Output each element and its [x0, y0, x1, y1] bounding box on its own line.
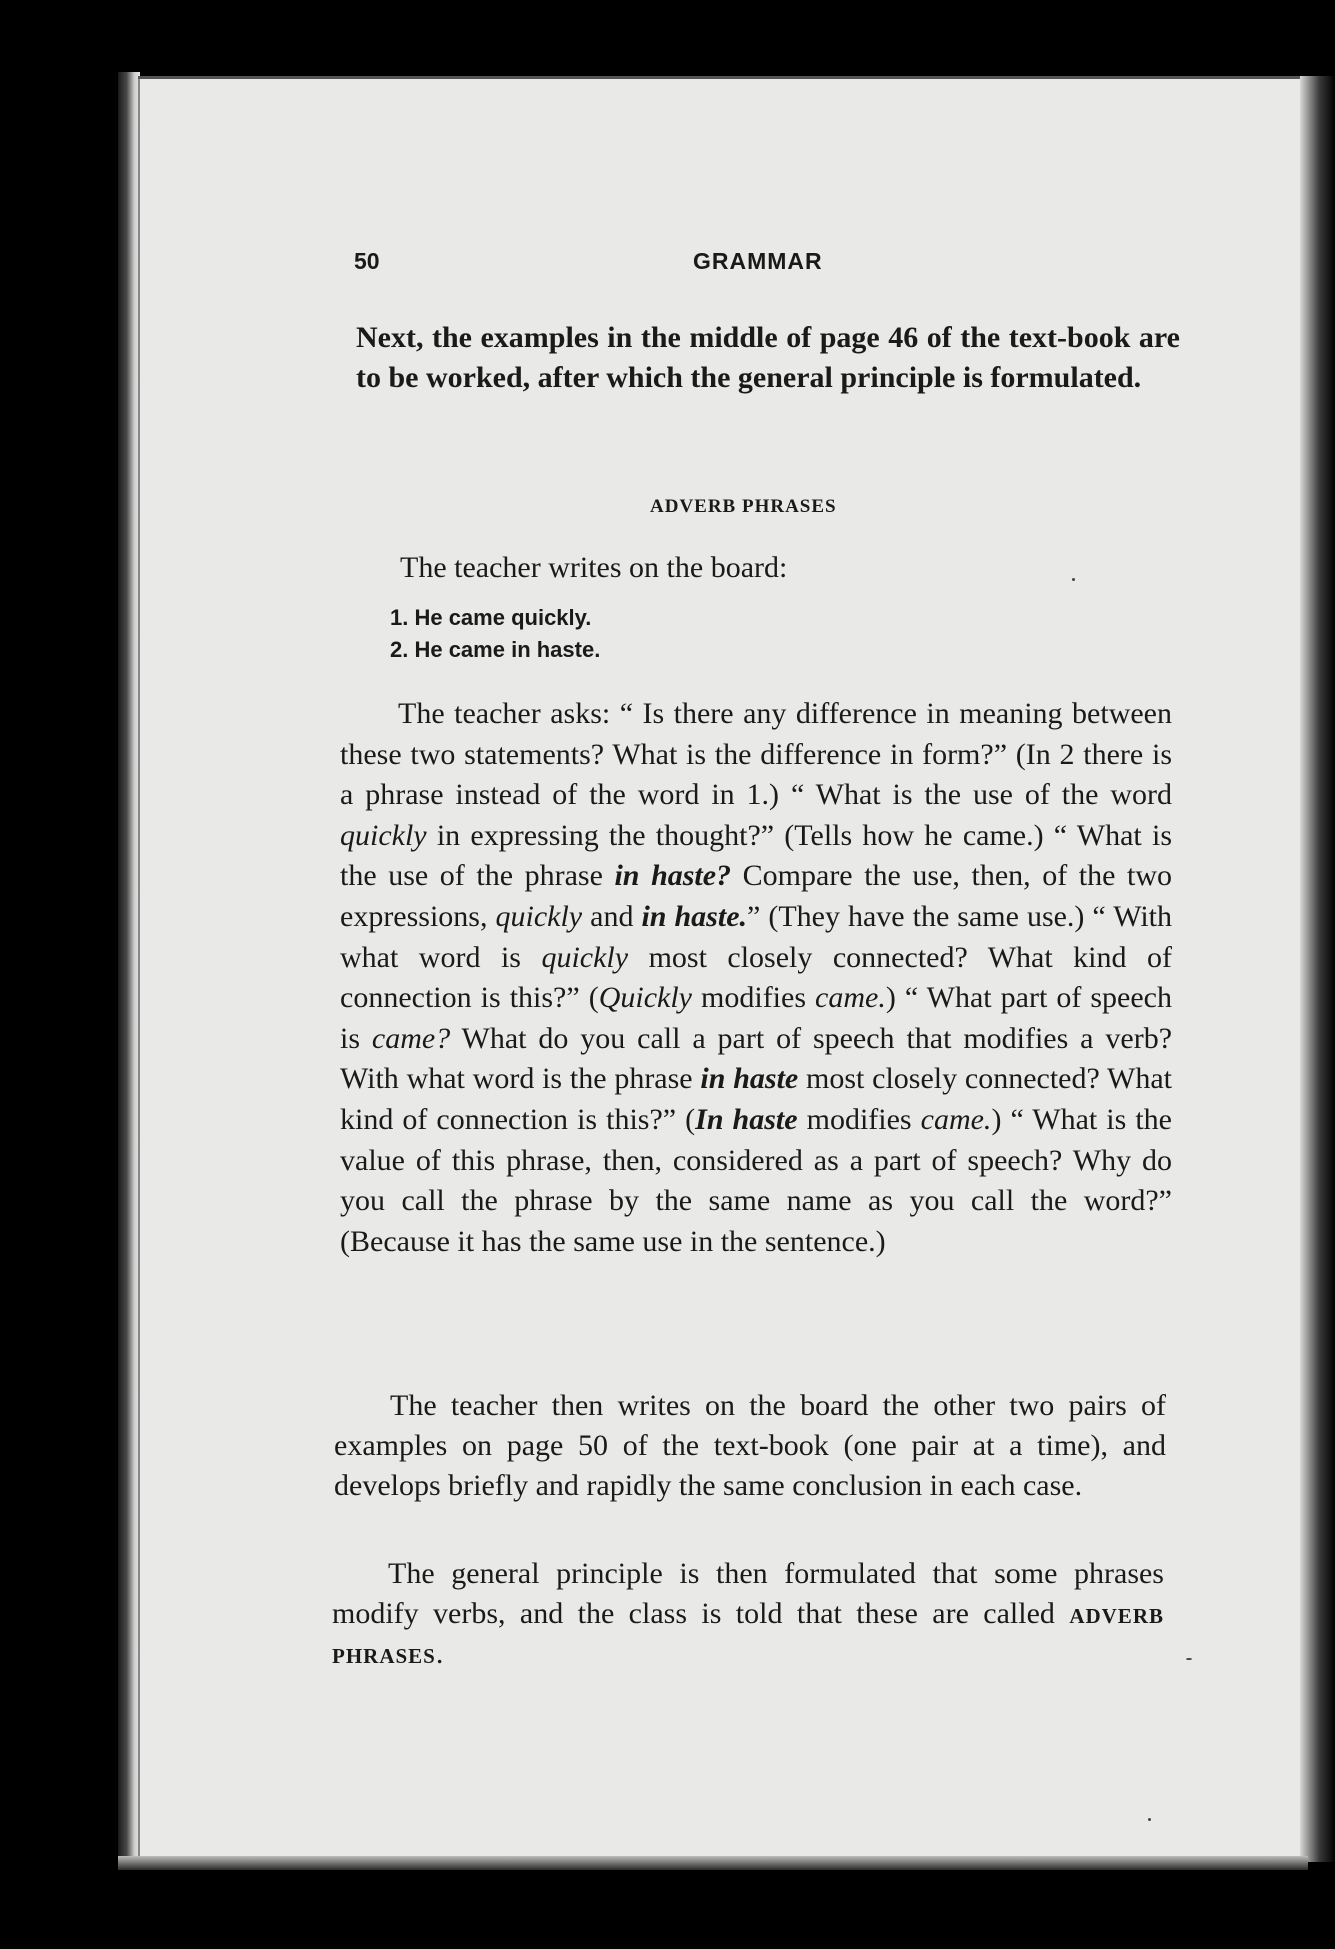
italic-term: quickly	[495, 899, 583, 933]
section-heading: ADVERB PHRASES	[650, 496, 837, 517]
conclusion-paragraph	[332, 1554, 1164, 1674]
dialogue-text: and	[582, 899, 642, 933]
italic-term: quickly	[340, 818, 427, 852]
dialogue-text: ” (They have the same use.) “ With what word is	[340, 899, 1173, 974]
scan-speck	[1148, 1818, 1151, 1821]
italic-term: in haste.	[641, 899, 748, 933]
italic-term: came?	[371, 1021, 451, 1055]
page-bottom-edge	[118, 1856, 1308, 1870]
intro-paragraph: Next, the examples in the middle of page 46 of the text-book are to be worked, after which the general principle is formulated.	[356, 321, 1180, 394]
scan-speck	[1072, 578, 1075, 581]
italic-term: came.	[815, 981, 886, 1015]
dialogue-text: ) “ What is the value of this phrase, then, considered as a part of speech? Why do you call the phrase by the same name as you call the word?” (Because it has the same use in the sentence.)	[340, 1102, 1172, 1258]
dialogue-text: The teacher asks: “ Is there any difference in meaning between these two statements? What is the difference in form?” (In 2 there is a phrase instead of the word in 1.) “ What is the use of the word	[340, 697, 1172, 812]
italic-term: in haste?	[614, 859, 732, 893]
dialogue-text: modifies	[797, 1102, 921, 1136]
conclusion-term: adverb phrases	[332, 1597, 1164, 1670]
page-right-edge	[1300, 76, 1335, 1862]
italic-term: in haste	[700, 1062, 799, 1096]
running-title: GRAMMAR	[693, 248, 823, 274]
scan-speck	[1186, 1658, 1192, 1660]
board-examples	[390, 602, 600, 666]
dialogue-text: most closely connected? What kind of connection is this?” (	[340, 940, 1172, 1015]
example-1: 1. He came quickly.	[390, 605, 592, 630]
dialogue-text: most closely connected? What kind of connection is this?” (	[340, 1062, 1172, 1136]
dialogue-text: ) “ What part of speech is	[340, 981, 1172, 1055]
example-2: 2. He came in haste.	[390, 637, 601, 662]
dialogue-text: in expressing the thought?” (Tells how he came.) “ What is the use of the phrase	[340, 818, 1172, 893]
italic-term: In haste	[695, 1102, 798, 1136]
italic-term: quickly	[541, 940, 629, 974]
dialogue-text: modifies	[691, 981, 816, 1015]
italic-term: came.	[920, 1102, 992, 1136]
binding-edge	[118, 72, 140, 1862]
conclusion-text: The general principle is then formulated that some phrases modify verbs, and the class is told that these are called	[332, 1557, 1164, 1630]
dialogue-paragraph	[340, 694, 1172, 1262]
dialogue-text: What do you call a part of speech that modifies a verb? With what word is the phrase	[340, 1021, 1173, 1096]
page-number: 50	[354, 248, 380, 274]
board-intro: The teacher writes on the board:	[400, 551, 788, 584]
dialogue-text: Compare the use, then, of the two expressions,	[340, 859, 1173, 933]
followup-paragraph: The teacher then writes on the board the other two pairs of examples on page 50 of the text-book (one pair at a time), and develops briefly and rapidly the same conclusion in each case.	[334, 1389, 1166, 1502]
conclusion-end: .	[435, 1637, 444, 1670]
italic-term: Quickly	[598, 981, 692, 1015]
